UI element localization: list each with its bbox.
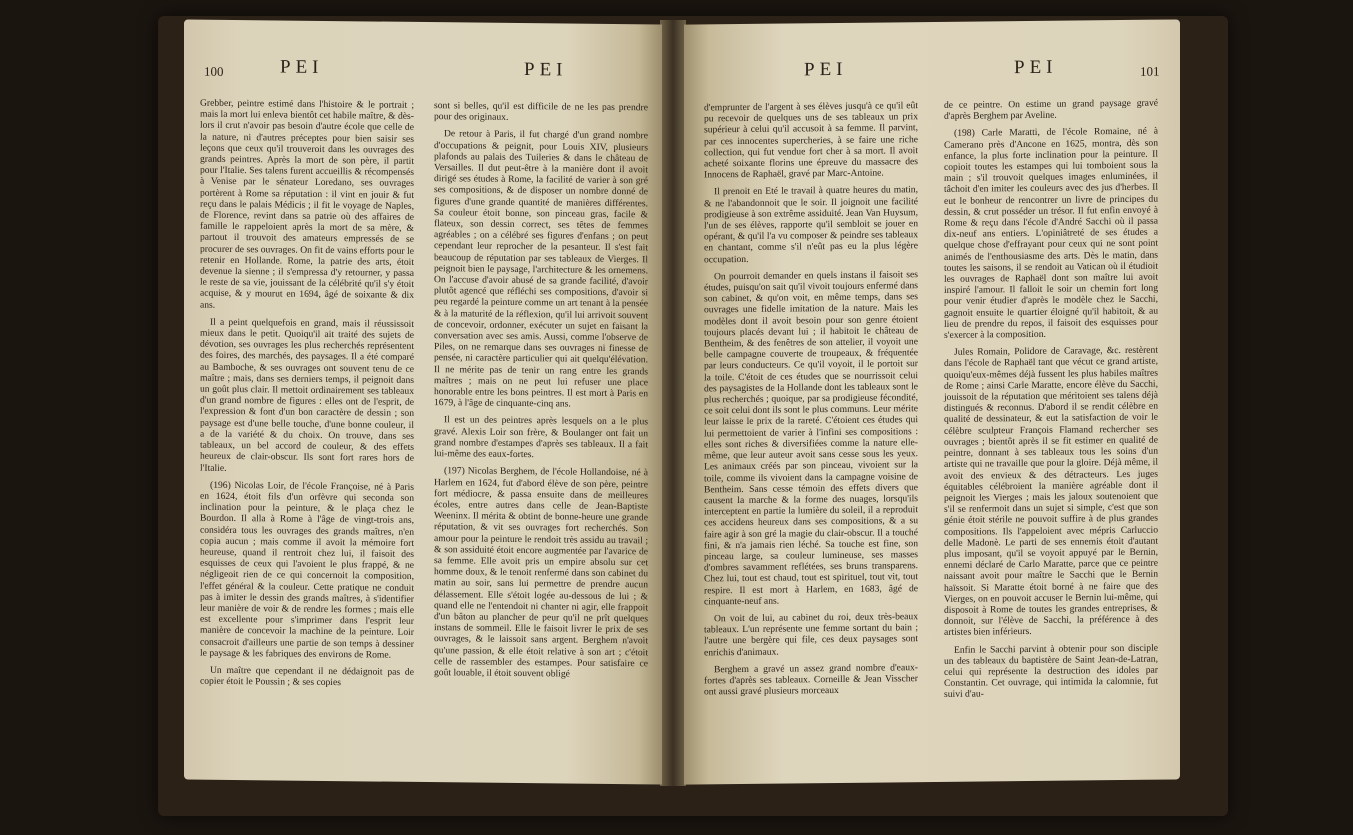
paragraph: Jules Romain, Polidore de Caravage, &c. restèrent dans l'école de Raphaël tant que vécut ce grand artiste, quoiqu'eux-mêmes déjà fussent les plus habiles maîtres de Rome ; ainsi Carle Maratte, encore élève du Sacchi, jouissoit de la réputation que méritoient ses talens déjà distingués & reconnus. D'abord il se rendit célèbre en qualité de dessinateur, & eut la satisfaction de voir le célèbre sculpteur François Flamand rechercher ses ouvrages ; bientôt après il se fit estimer en qualité de peintre, donnant à ses tableaux tous les soins d'un artiste qui ne travaille que pour la gloire. Déjà même, il avoit des envieux & des détracteurs. Les juges équitables célébroient la manière agréable dont il peignoit les Vierges ; mais les jaloux soutenoient que s'il se renfermoit dans un sujet si simple, c'est que son génie étoit stérile ne pouvoit suffire à de plus grandes compositions. Ils l'appeloient avec mépris Carluccio delle Madonè. Le parti de ses ennemis étoit d'autant plus imposant, qu'il se voyoit appuyé par le Bernin, ennemi déclaré de Carlo Maratte, parce que ce peintre naissant avoit pour maître le Sacchi que le Bernin haïssoit. Si Maratte étoit borné à ne faire que des Vierges, on en pouvoit accuser le Bernin lui-même, qui disposoit à Rome de toutes les grandes entreprises, & donnoit, sur l'élève de Sacchi, la préférence à des artistes bien inférieurs. bbox=[944, 344, 1158, 639]
page-number: 101 bbox=[1140, 63, 1160, 79]
paragraph: Il a peint quelquefois en grand, mais il réussissoit mieux dans le petit. Quoiqu'il ait traité des sujets de dévotion, ses ouvrages les plus recherchés représentent des foires, des marchés, des paysages. Il a été comparé au Bamboche, & ses ouvrages ont souvent tenu de ce maître ; mais, dans ses derniers temps, il peignoit dans un goût plus clair. Il mettoit ordinairement ses tableaux d'un grand nombre de figures : elles ont de l'esprit, de l'expression & font d'un bon caractère de dessin ; son paysage est d'une belle touche, d'une bonne couleur, il a de la variété & du choix. On trouve, dans ses tableaux, un bel accord de couleur, & des effets heureux de clair-obscur. Ils sont fort rares hors de l'Italie. bbox=[200, 316, 414, 474]
running-header: PEI bbox=[804, 58, 848, 81]
text-column-right bbox=[434, 100, 648, 686]
paragraph: De retour à Paris, il fut chargé d'un grand nombre d'occupations & peignit, pour Louis XIV, plusieurs plafonds au palais des Tuileries & dans le château de Versailles. Il dut peut-être à la manière dont il avoit dirigé ses études à Rome, la facilité de varier à son gré ses compositions, & de disposer un nombre donné de figures d'une grande quantité de manières différentes. Sa couleur étoit bonne, son pinceau gras, facile & flateux, son dessin correct, ses têtes de femmes agréables ; on a célébré ses figures d'enfans ; on peut cependant leur reprocher de la pesanteur. Il s'est fait beaucoup de réputation par ses tableaux de Vierges. Il peignoit bien le paysage, l'architecture & les ornemens. On l'accuse d'avoir abusé de sa grande facilité, d'avoir plutôt agencé que réfléchi ses compositions, d'avoir si peu regardé la peinture comme un art tenant à la pensée & à la maturité de la réflexion, qu'il lui arrivoit souvent de concevoir, ordonner, exécuter un sujet en faisant la conversation avec ses amis. Aussi, comme l'observe de Piles, on ne remarque dans ses ouvrages ni finesse de pensée, ni caractère particulier qui ait quelqu'élévation. Il ne mérite pas de tenir un rang entre les grands maîtres ; mais on ne peut lui refuser une place honorable entre les bons peintres. Il est mort à Paris en 1679, à l'âge de cinquante-cinq ans. bbox=[434, 128, 648, 410]
running-header: PEI bbox=[524, 59, 568, 81]
paragraph: (198) Carle Maratti, de l'école Romaine, né à Camerano près d'Ancone en 1625, montra, dès son enfance, la plus forte inclination pour la peinture. Il copioit toutes les estampes qui lui tomboient sous la main ; s'il trouvoit quelques images enluminées, il tâchoit d'en imiter les couleurs avec des jus d'herbes. Il eut le bonheur de rencontrer un livre de principes du dessin, & crut posséder un trésor. Il fut enfin envoyé à Rome & reçu dans l'école d'André Sacchi où il passa dix-neuf ans entiers. L'opiniâtreté de ses études a quelque chose d'effrayant pour ceux qui ne sont point animés de l'enthousiasme des arts. Dès le matin, dans toutes les saisons, il se rendoit au Vatican où il étudioit les ouvrages de Raphaël dont son maître lui avoit inspiré l'amour. Il falloit le soir un chemin fort long pour venir étudier d'après le modèle chez le Sacchi, gagnoit ensuite le quartier éloigné qu'il habitoit, & au lieu de prendre du repos, il faisoit des esquisses pour s'exercer à la composition. bbox=[944, 126, 1158, 341]
paragraph: Un maître que cependant il ne dédaignoit pas de copier étoit le Poussin ; & ses copies bbox=[200, 664, 414, 689]
running-header: PEI bbox=[1014, 56, 1058, 79]
text-column-left bbox=[200, 98, 414, 696]
paragraph: (196) Nicolas Loir, de l'école Françoise, né à Paris en 1624, étoit fils d'un orfèvre qui seconda son inclination pour la peinture, & le plaça chez le Bourdon. Il alla à Rome à l'âge de vingt-trois ans, considéra tous les ouvrages des grands maîtres, n'en copia aucun ; mais comme il avoit la mémoire fort heureuse, quand il rentroit chez lui, il faisoit des esquisses de ceux qui l'avoient le plus frappé, & ne négligeoit rien de ce qui concernoit la composition, l'effet général & la couleur. Cette pratique ne conduit pas à imiter le dessin des grands maîtres, à s'identifier leur manière de voir & de rendre les formes ; mais elle est excellente pour s'imprimer dans l'esprit leur manière de concevoir la machine de la peinture. Loir consacroit d'ailleurs une partie de son temps à dessiner le paysage & les fabriques des environs de Rome. bbox=[200, 479, 414, 661]
running-header: PEI bbox=[280, 56, 324, 78]
paragraph: sont si belles, qu'il est difficile de ne les pas prendre pour des originaux. bbox=[434, 100, 648, 124]
paragraph: Il prenoit en Eté le travail à quatre heures du matin, & ne l'abandonnoit que le soir. Il joignoit une facilité prodigieuse à son extrême assiduité. Jean Van Huysum, l'un de ses élèves, rapporte qu'il sembloit se jouer en opérant, & qu'il l'a vu composer & peindre ses tableaux en chantant, comme s'il n'eût pas eu la plus légère occupation. bbox=[704, 184, 918, 266]
paragraph: Berghem a gravé un assez grand nombre d'eaux-fortes d'après ses tableaux. Corneille & Jean Visscher ont aussi gravé plusieurs morceaux bbox=[704, 661, 918, 698]
page-number: 100 bbox=[204, 63, 224, 79]
book-gutter bbox=[660, 20, 686, 786]
paragraph: (197) Nicolas Berghem, de l'école Hollandoise, né à Harlem en 1624, fut d'abord élève de son père, peintre fort médiocre, & passa ensuite dans de meilleures écoles, entre autres dans celle de Jean-Baptiste Weeninx. Il mérita & obtint de bonne-heure une grande réputation, & vit ses ouvrages fort recherchés. Son amour pour la peinture le rendoit très assidu au travail ; & son assiduité étoit encore augmentée par l'avarice de sa femme. Elle avoit pris un empire absolu sur cet homme doux, & le tenoit renfermé dans son cabinet du matin au soir, sans lui permettre de prendre aucun délassement. Elle s'étoit logée au-dessous de lui ; & quand elle ne l'entendoit ni chanter ni agir, elle frappoit d'un bâton au plancher de peur qu'il ne prît quelques instans de sommeil. Elle le faisoit livrer le prix de ses ouvrages, & le laissoit sans argent. Berghem n'avoit qu'une passion, & elle étoit relative à son art ; c'étoit celle de rassembler des estampes. Pour satisfaire ce goût louable, il étoit souvent obligé bbox=[434, 465, 648, 680]
paragraph: Il est un des peintres après lesquels on a le plus gravé. Alexis Loir son frère, & Boulanger ont fait un grand nombre d'estampes d'après ses tableaux. Il a fait lui-même des eaux-fortes. bbox=[434, 414, 648, 461]
paragraph: Enfin le Sacchi parvint à obtenir pour son disciple un des tableaux du baptistère de Saint Jean-de-Latran, celui qui représente la destruction des idoles par Constantin. Cet ouvrage, qui intimida la calomnie, fut suivi d'au- bbox=[944, 642, 1158, 701]
paragraph: On voit de lui, au cabinet du roi, deux très-beaux tableaux. L'un représente une femme sortant du bain ; l'autre une bergère qui file, ces deux paysages sont enrichis d'animaux. bbox=[704, 611, 918, 658]
text-column-right bbox=[944, 98, 1158, 707]
paragraph: On pourroit demander en quels instans il faisoit ses études, puisqu'on sait qu'il vivoit toujours enfermé dans son cabinet, & qu'on voit, en même temps, dans ses ouvrages une fidelle imitation de la nature. Mais les modèles dont il avoit besoin pour son genre étoient toujours placés devant lui ; il habitoit le château de Bentheim, & des fenêtres de son attelier, il voyoit une belle campagne couverte de troupeaux, & fréquentée par leurs conducteurs. Ce qu'il voyoit, il le portoit sur la toile. C'étoit de ces études que se nourrissoit celui des paysagistes de la Hollande dont les tableaux sont le plus recherchés ; quoique, par sa prodigieuse fécondité, ce soit celui dont ils sont le plus communs. Leur mérite leur laisse le prix de la rareté. C'étoient ces études qui lui permettoient de varier à l'infini ses compositions : elles sont riches & diversifiées comme la nature elle-même, que leur auteur avoit sans cesse sous les yeux. Les animaux créés par son pinceau, vivoient sur la toile, comme ils vivoient dans la campagne voisine de Bentheim. Sans cesse témoin des effets divers que causent la marche & la forme des nuages, lorsqu'ils interceptent en partie la lumière du soleil, il a reproduit ces accidens heureux dans ses compositions, & a su faire agir à son gré la magie du clair-obscur. Il a touché fini, & n'a jamais rien léché. Sa touche est fine, son pinceau large, sa couleur lumineuse, ses masses d'ombres savamment reflétées, ses bruns transparens. Chez lui, tout est chaud, tout est spirituel, tout vit, tout respire. Il est mort à Harlem, en 1683, âgé de cinquante-neuf ans. bbox=[704, 268, 918, 608]
right-page bbox=[684, 19, 1180, 784]
paragraph: d'emprunter de l'argent à ses élèves jusqu'à ce qu'il eût pu recevoir de quelques uns de ses tableaux un prix supérieur à celui qu'il accusoit à sa femme. Il parvint, par ces innocentes supercheries, à se faire une riche collection, qui fut vendue fort cher à sa mort. Il avoit acheté soixante florins une épreuve du massacre des Innocens de Raphaël, gravé par Marc-Antoine. bbox=[704, 100, 918, 181]
paragraph: Grebber, peintre estimé dans l'histoire & le portrait ; mais la mort lui enleva bientôt cet habile maître, & dès-lors il crut n'avoir pas besoin d'autre école que celle de la nature, ni d'autres préceptes pour bien saisir ses leçons que ceux qu'il trouveroit dans les ouvrages des grands peintres. Après la mort de son père, il partit pour l'Italie. Ses talens furent accueillis & récompensés à Venise par le sénateur Loredano, ses ouvrages portèrent à Rome sa réputation : il vint en jouir & fut reçu dans le palais Médicis ; il fit le voyage de Naples, de Florence, revint dans sa patrie où des affaires de famille le rappeloient après la mort de sa mère, & partout il trouvoit des amateurs empressés de se procurer de ses ouvrages. On fit de vains efforts pour le retenir en Hollande. Rome, la patrie des arts, étoit devenue la sienne ; il s'empressa d'y retourner, y passa le reste de sa vie, jouissant de la célébrité qu'il s'y étoit acquise, & y mourut en 1694, âgé de soixante & dix ans. bbox=[200, 97, 414, 311]
paragraph: de ce peintre. On estime un grand paysage gravé d'après Berghem par Aveline. bbox=[944, 97, 1158, 123]
left-page bbox=[184, 19, 662, 784]
text-column-left bbox=[704, 100, 918, 704]
